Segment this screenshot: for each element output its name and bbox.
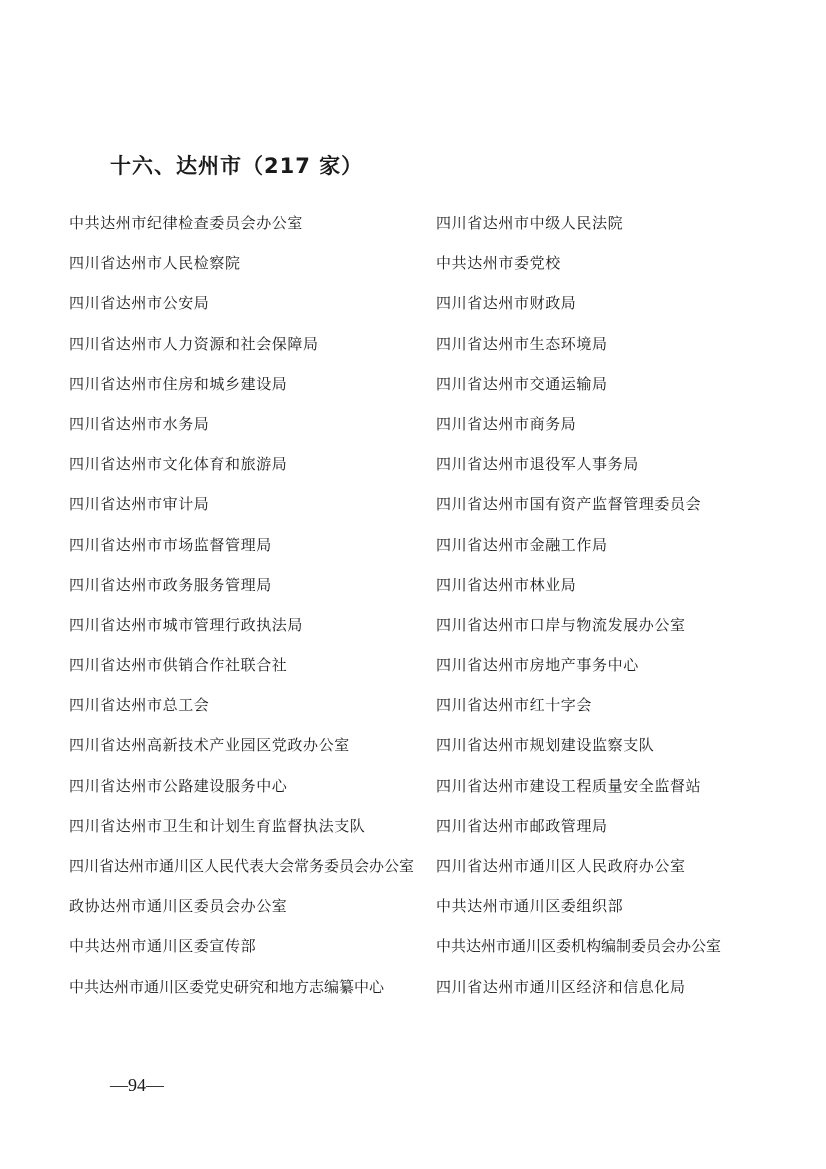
- list-item: 四川省达州市商务局: [436, 414, 577, 433]
- list-item: 四川省达州市财政局: [436, 294, 577, 313]
- list-item: 四川省达州市红十字会: [436, 696, 593, 715]
- list-item: 四川省达州市政务服务管理局: [69, 575, 272, 594]
- list-item: 四川省达州市人民检察院: [69, 254, 241, 273]
- list-item: 四川省达州市供销合作社联合社: [69, 656, 288, 675]
- list-item: 四川省达州市总工会: [69, 696, 210, 715]
- list-item: 中共达州市通川区委党史研究和地方志编纂中心: [69, 977, 385, 996]
- list-item: 四川省达州市林业局: [436, 575, 577, 594]
- list-item: 四川省达州市规划建设监察支队: [436, 736, 655, 755]
- list-item: 四川省达州市建设工程质量安全监督站: [436, 776, 702, 795]
- list-item: 四川省达州市通川区经济和信息化局: [436, 977, 686, 996]
- page-number: —94—: [110, 1075, 164, 1095]
- list-item: 四川省达州市国有资产监督管理委员会: [436, 495, 702, 514]
- list-item: 四川省达州市审计局: [69, 495, 210, 514]
- list-item: 四川省达州市退役军人事务局: [436, 455, 639, 474]
- list-item: 四川省达州市交通运输局: [436, 374, 608, 393]
- list-item: 四川省达州市金融工作局: [436, 535, 608, 554]
- list-item: 四川省达州市邮政管理局: [436, 816, 608, 835]
- list-item: 政协达州市通川区委员会办公室: [69, 897, 288, 916]
- list-item: 四川省达州市生态环境局: [436, 334, 608, 353]
- list-item: 四川省达州市人力资源和社会保障局: [69, 334, 319, 353]
- list-item: 中共达州市委党校: [436, 254, 561, 273]
- list-item: 四川省达州市通川区人民代表大会常务委员会办公室: [69, 857, 415, 875]
- list-item: 四川省达州市通川区人民政府办公室: [436, 857, 686, 875]
- list-item: 四川省达州高新技术产业园区党政办公室: [69, 736, 350, 755]
- list-item: 四川省达州市城市管理行政执法局: [69, 615, 304, 634]
- list-item: 四川省达州市房地产事务中心: [436, 656, 639, 675]
- list-item: 四川省达州市口岸与物流发展办公室: [436, 615, 686, 634]
- list-item: 中共达州市通川区委机构编制委员会办公室: [436, 937, 722, 956]
- list-item: 四川省达州市文化体育和旅游局: [69, 455, 288, 474]
- list-item: 四川省达州市公安局: [69, 294, 210, 313]
- list-item: 中共达州市纪律检查委员会办公室: [69, 214, 304, 232]
- list-item: 四川省达州市卫生和计划生育监督执法支队: [69, 816, 366, 835]
- organization-list: [0, 205, 826, 1009]
- page-title: 十六、达州市（217 家）: [110, 154, 364, 178]
- list-item: 四川省达州市公路建设服务中心: [69, 776, 288, 795]
- list-item: 中共达州市通川区委组织部: [436, 897, 624, 916]
- list-item: 四川省达州市住房和城乡建设局: [69, 374, 288, 393]
- list-item: 四川省达州市中级人民法院: [436, 214, 624, 232]
- list-item: 四川省达州市水务局: [69, 414, 210, 433]
- list-item: 中共达州市通川区委宣传部: [69, 937, 257, 956]
- list-item: 四川省达州市市场监督管理局: [69, 535, 272, 554]
